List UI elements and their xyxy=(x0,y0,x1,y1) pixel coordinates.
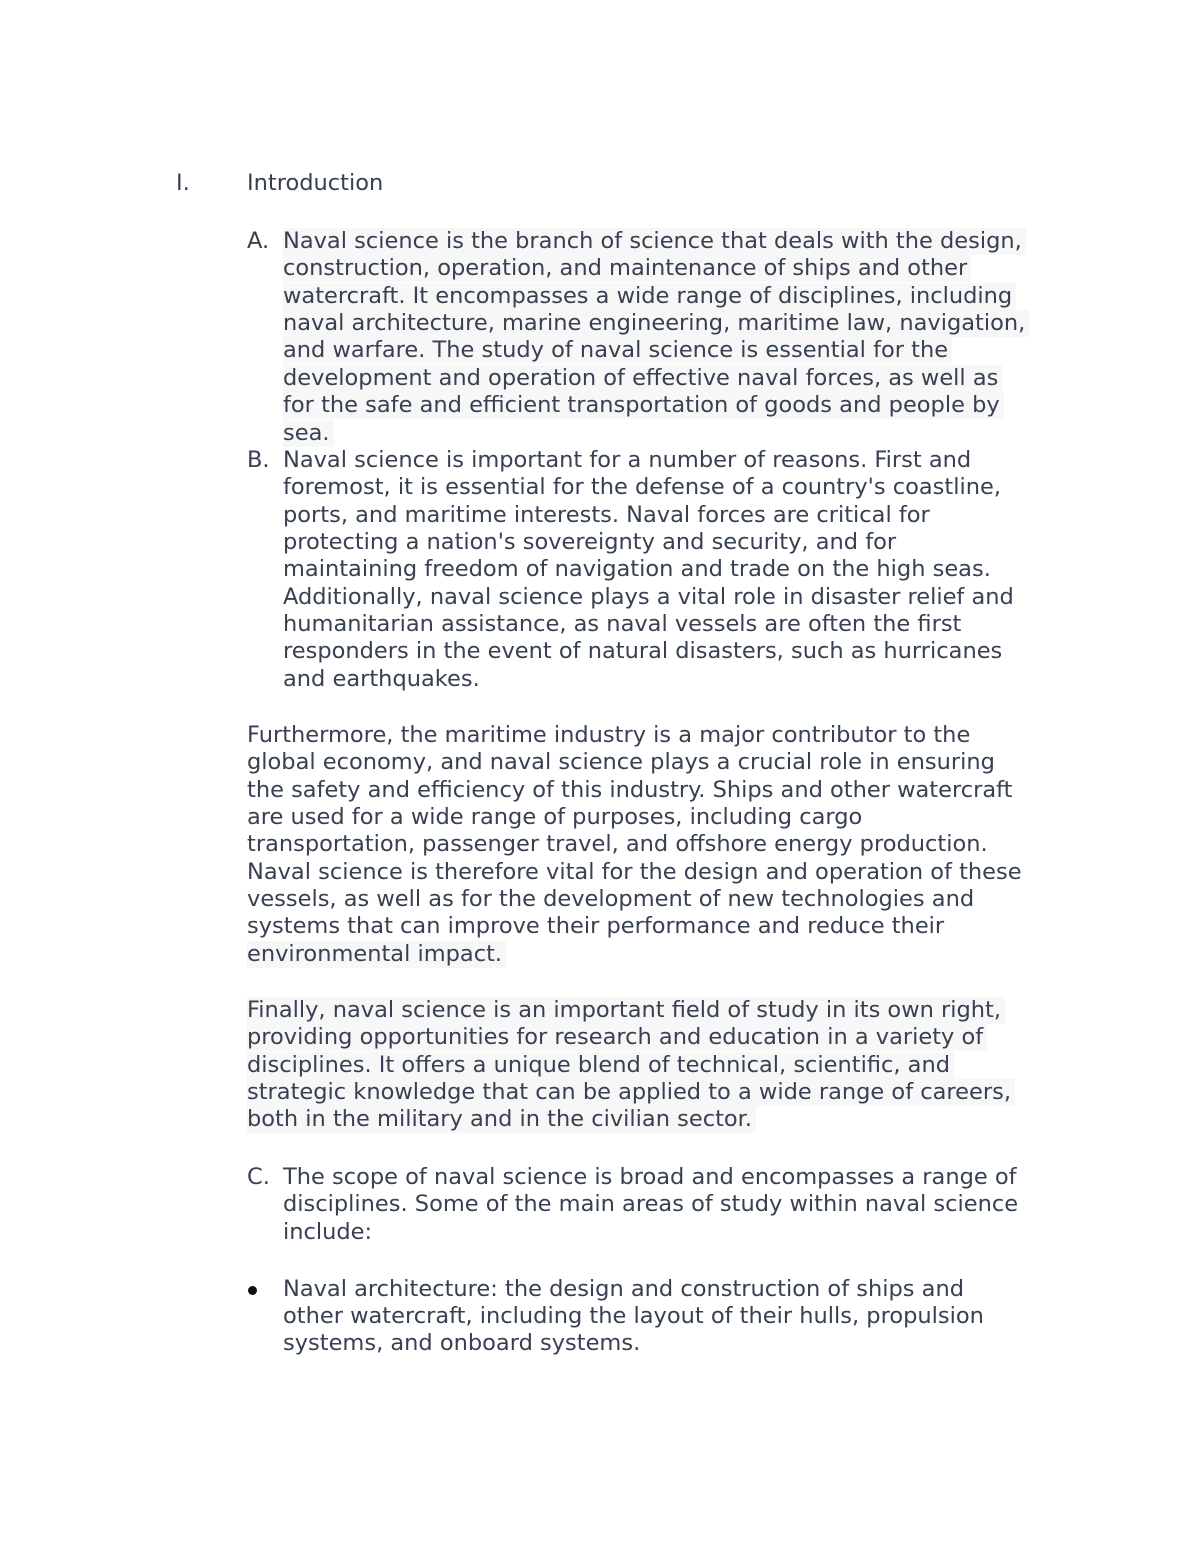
paragraph-line: disciplines. It offers a unique blend of technical, scientific, and xyxy=(247,1052,954,1079)
list-marker-a: A. xyxy=(247,228,270,254)
section-title: Introduction xyxy=(247,170,384,196)
paragraph-line: vessels, as well as for the development of new technologies and xyxy=(247,886,975,912)
item-a-line: sea. xyxy=(283,420,334,447)
bullet-dot-icon xyxy=(248,1286,257,1295)
item-a-line: and warfare. The study of naval science is essential for the xyxy=(283,337,952,364)
paragraph-line: strategic knowledge that can be applied to a wide range of careers, xyxy=(247,1079,1015,1106)
item-b-line: Additionally, naval science plays a vital role in disaster relief and xyxy=(283,584,1014,610)
paragraph-line: systems that can improve their performance and reduce their xyxy=(247,913,945,939)
section-numeral: I. xyxy=(176,170,190,196)
item-b-line: protecting a nation's sovereignty and security, and for xyxy=(283,529,897,555)
item-b-line: foremost, it is essential for the defense of a country's coastline, xyxy=(283,474,1001,500)
bullet-line: systems, and onboard systems. xyxy=(283,1330,641,1356)
paragraph-line: transportation, passenger travel, and offshore energy production. xyxy=(247,831,988,857)
item-b-line: Naval science is important for a number of reasons. First and xyxy=(283,447,972,473)
item-a-line: naval architecture, marine engineering, maritime law, navigation, xyxy=(283,310,1029,337)
item-b-line: maintaining freedom of navigation and trade on the high seas. xyxy=(283,556,991,582)
paragraph-line: global economy, and naval science plays a crucial role in ensuring xyxy=(247,749,995,775)
item-b-line: ports, and maritime interests. Naval forces are critical for xyxy=(283,502,930,528)
paragraph-line: Naval science is therefore vital for the design and operation of these xyxy=(247,859,1022,885)
paragraph-line: Furthermore, the maritime industry is a major contributor to the xyxy=(247,722,971,748)
bullet-line: other watercraft, including the layout of their hulls, propulsion xyxy=(283,1303,984,1329)
paragraph-line: Finally, naval science is an important field of study in its own right, xyxy=(247,997,1005,1024)
item-a-line: watercraft. It encompasses a wide range of disciplines, including xyxy=(283,283,1016,310)
item-b-line: and earthquakes. xyxy=(283,666,480,692)
paragraph-line: the safety and efficiency of this industry. Ships and other watercraft xyxy=(247,777,1013,803)
item-b-line: humanitarian assistance, as naval vessels are often the first xyxy=(283,611,962,637)
item-c-line: include: xyxy=(283,1219,373,1245)
paragraph-line: environmental impact. xyxy=(247,941,506,968)
list-marker-c: C. xyxy=(247,1164,270,1190)
item-a-line: for the safe and efficient transportation of goods and people by xyxy=(283,392,1004,419)
item-c-line: disciplines. Some of the main areas of study within naval science xyxy=(283,1191,1019,1217)
paragraph-line: both in the military and in the civilian sector. xyxy=(247,1106,756,1133)
bullet-line: Naval architecture: the design and construction of ships and xyxy=(283,1276,964,1302)
item-c-line: The scope of naval science is broad and encompasses a range of xyxy=(283,1164,1017,1190)
item-b-line: responders in the event of natural disasters, such as hurricanes xyxy=(283,638,1003,664)
paragraph-line: are used for a wide range of purposes, including cargo xyxy=(247,804,863,830)
list-marker-b: B. xyxy=(247,447,270,473)
item-a-line: development and operation of effective naval forces, as well as xyxy=(283,365,1002,392)
item-a-line: construction, operation, and maintenance of ships and other xyxy=(283,255,971,282)
paragraph-line: providing opportunities for research and education in a variety of xyxy=(247,1024,987,1051)
item-a-line: Naval science is the branch of science that deals with the design, xyxy=(283,228,1026,255)
